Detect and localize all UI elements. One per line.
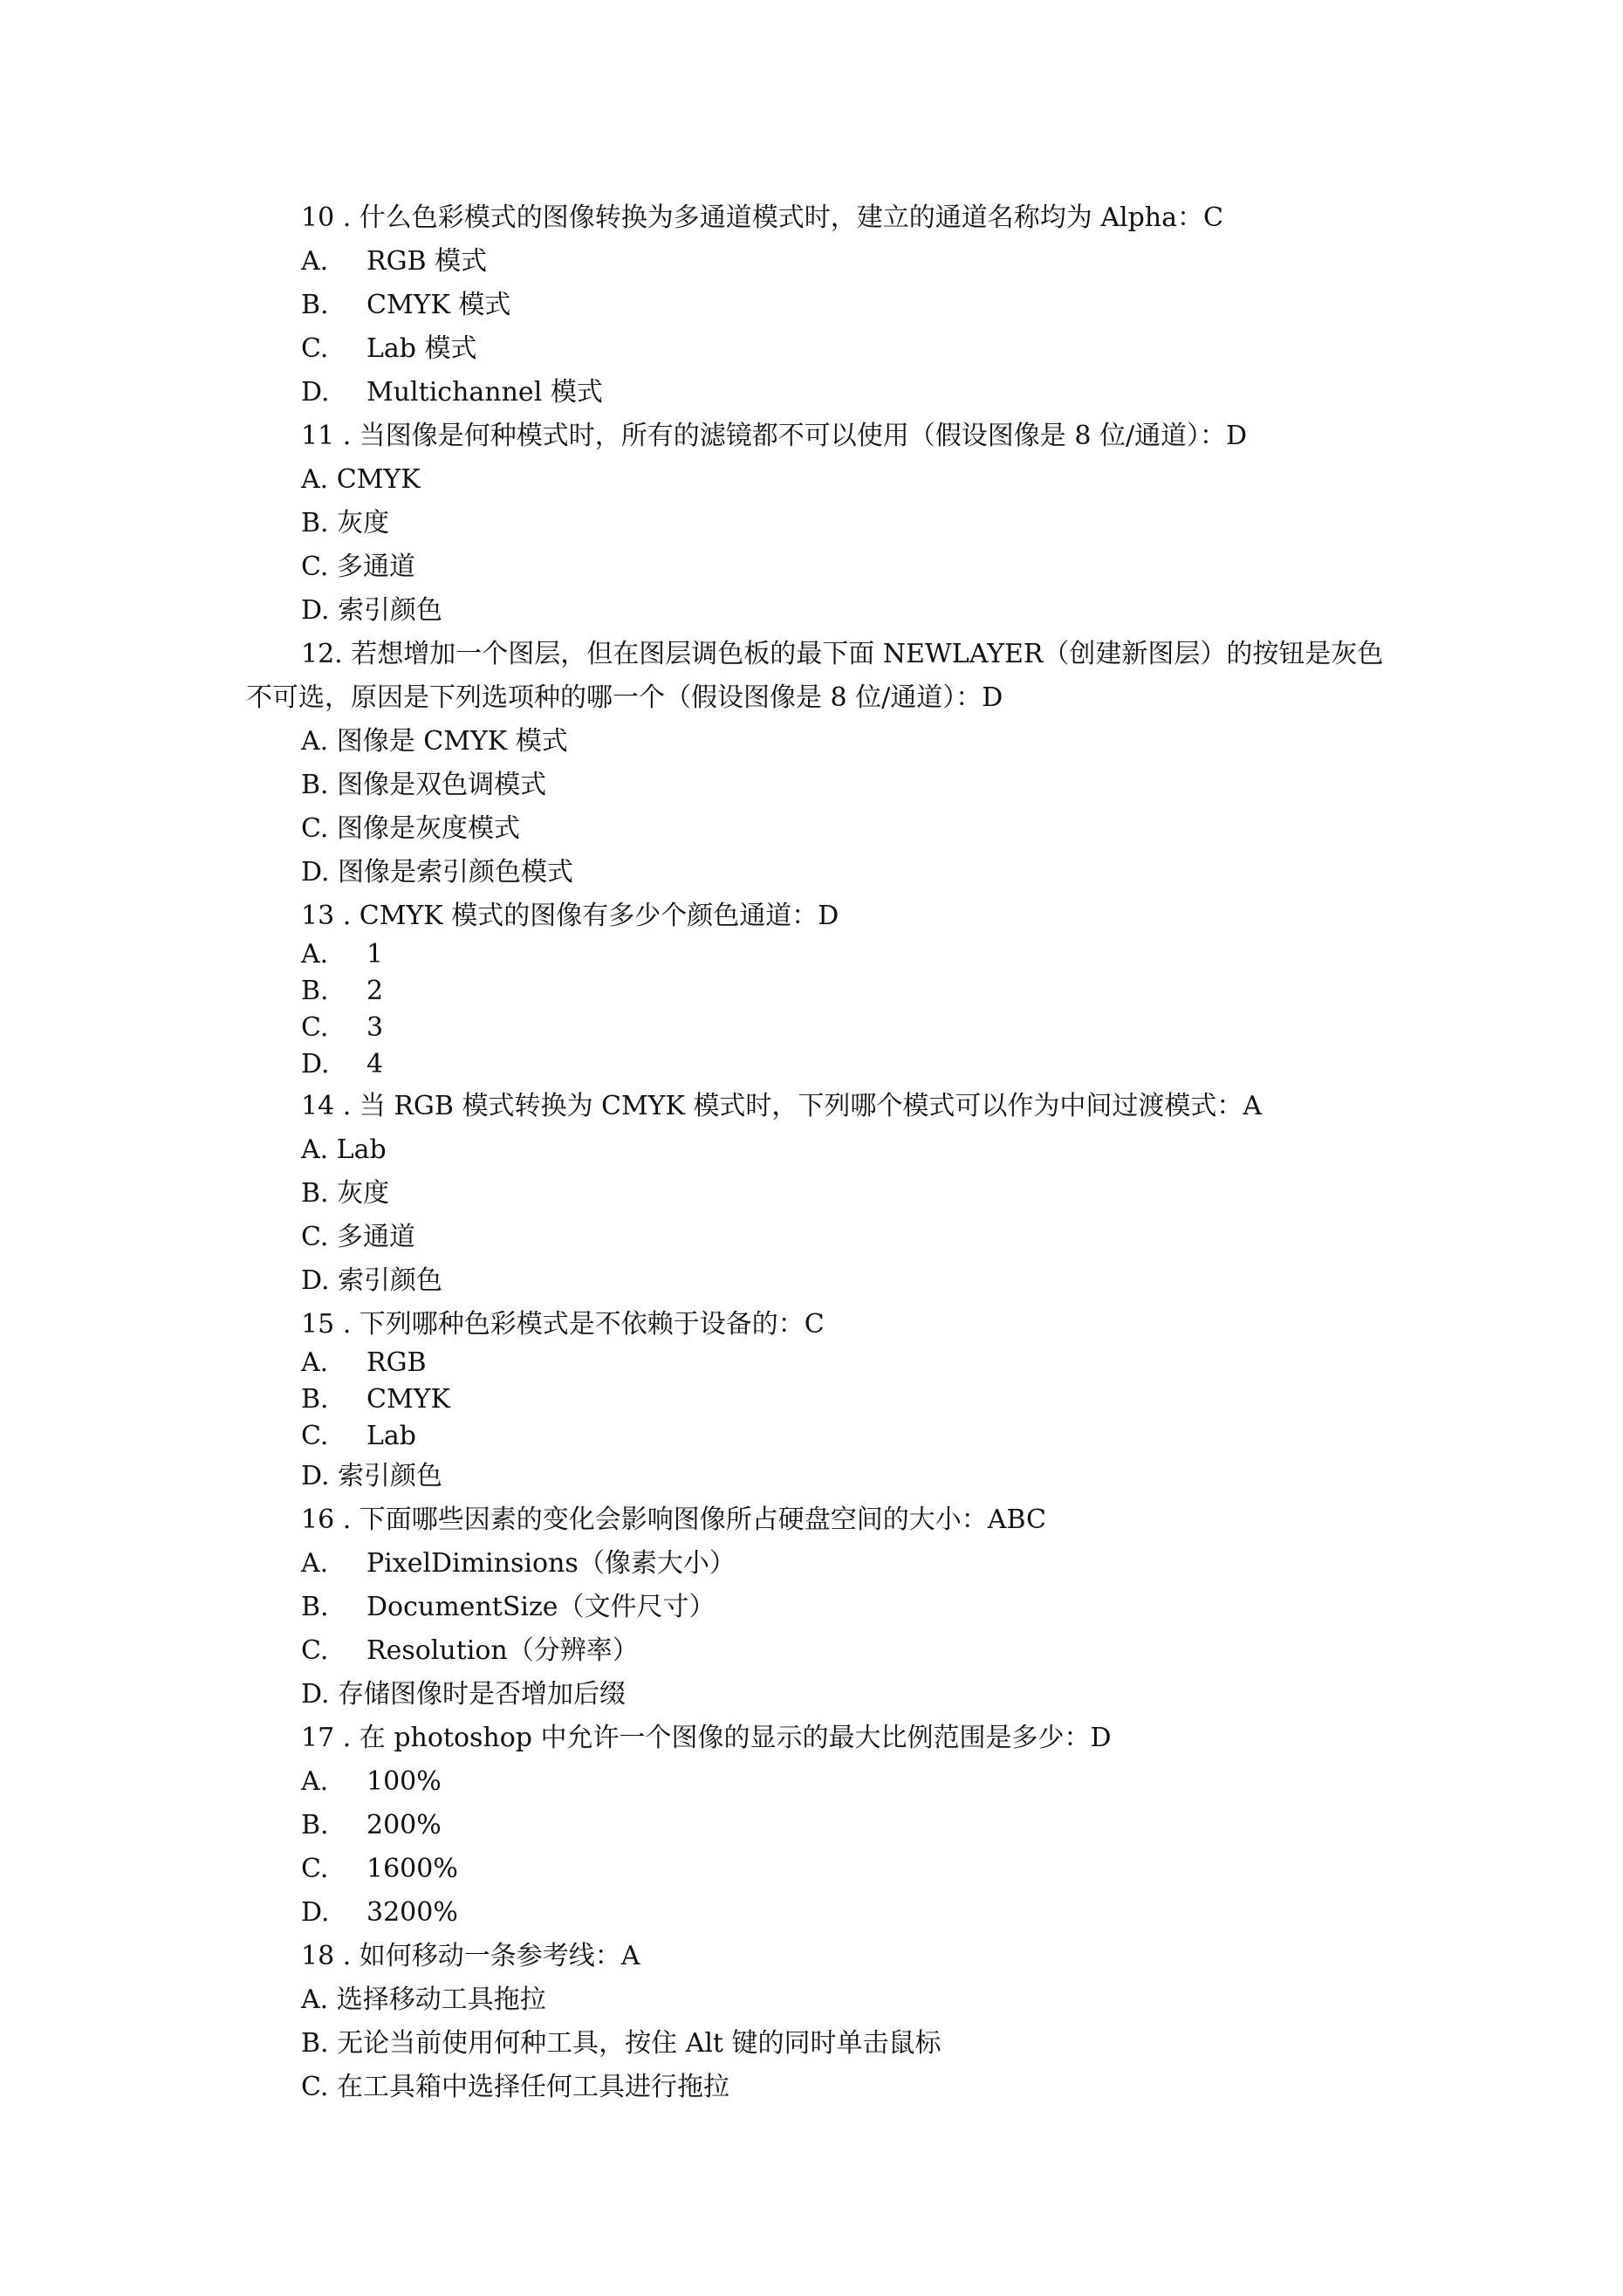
option-label: C. [301,1635,329,1666]
question-10: 10 . 什么色彩模式的图像转换为多通道模式时，建立的通道名称均为 Alpha：C [301,202,1223,233]
option-11-c: C. 多通道 [301,552,415,582]
option-text: 4 [366,1049,384,1079]
option-11-d: D. 索引颜色 [301,595,443,626]
option-15-b [301,1384,450,1415]
option-12-c: C. 图像是灰度模式 [301,813,520,844]
option-16-b [301,1592,716,1623]
option-13-a [301,939,383,970]
option-12-a: A. 图像是 CMYK 模式 [301,726,568,757]
option-17-a [301,1766,442,1798]
option-text: 3200% [366,1897,458,1928]
option-text: 200% [366,1810,442,1840]
option-17-b [301,1810,442,1841]
option-15-a [301,1347,427,1379]
option-13-c [301,1012,383,1044]
question-11: 11 . 当图像是何种模式时，所有的滤镜都不可以使用（假设图像是 8 位/通道）：D [301,421,1248,451]
option-label: D. [301,377,330,408]
option-text: 2 [366,976,384,1006]
option-label: A. [301,1766,329,1797]
option-label: A. [301,1347,329,1378]
question-15: 15 . 下列哪种色彩模式是不依赖于设备的：C [301,1309,825,1340]
option-text: 1 [366,939,384,970]
option-14-a: A. Lab [301,1134,387,1165]
option-text: 3 [366,1012,384,1043]
option-label: B. [301,290,329,320]
question-18: 18 . 如何移动一条参考线：A [301,1941,640,1971]
option-label: B. [301,1592,329,1622]
option-label: C. [301,333,329,364]
question-14: 14 . 当 RGB 模式转换为 CMYK 模式时，下列哪个模式可以作为中间过渡模式：A [301,1091,1263,1121]
option-14-b: B. 灰度 [301,1178,390,1209]
option-16-c [301,1635,639,1667]
option-11-b: B. 灰度 [301,508,390,538]
option-18-a: A. 选择移动工具拖拉 [301,1984,546,2015]
option-13-b [301,976,383,1007]
option-label: A. [301,939,329,970]
option-label: A. [301,1548,329,1579]
option-label: B. [301,1384,329,1415]
option-13-d [301,1049,383,1080]
option-11-a: A. CMYK [301,464,421,495]
option-text: Lab 模式 [366,333,477,364]
option-text: CMYK 模式 [366,290,511,320]
option-label: C. [301,1854,329,1884]
option-label: A. [301,246,329,277]
option-17-d [301,1897,458,1929]
option-text: DocumentSize（文件尺寸） [366,1592,716,1622]
option-text: Multichannel 模式 [366,377,603,408]
option-text: CMYK [366,1384,450,1415]
option-label: C. [301,1421,329,1451]
option-16-d: D. 存储图像时是否增加后缀 [301,1679,627,1710]
option-label: D. [301,1897,330,1928]
option-10-d [301,377,603,408]
option-text: 1600% [366,1854,458,1884]
option-text: Lab [366,1421,417,1451]
option-label: D. [301,1049,330,1079]
option-text: RGB [366,1347,427,1378]
option-text: 100% [366,1766,442,1797]
option-12-d: D. 图像是索引颜色模式 [301,857,574,888]
question-12: 12. 若想增加一个图层，但在图层调色板的最下面 NEWLAYER（创建新图层）的按钮是灰色 [301,639,1384,669]
option-text: PixelDiminsions（像素大小） [366,1548,736,1579]
option-12-b: B. 图像是双色调模式 [301,770,547,800]
option-14-c: C. 多通道 [301,1222,415,1252]
question-12-continued: 不可选，原因是下列选项种的哪一个（假设图像是 8 位/通道）：D [246,682,1003,713]
question-16: 16 . 下面哪些因素的变化会影响图像所占硬盘空间的大小：ABC [301,1504,1047,1535]
question-13: 13 . CMYK 模式的图像有多少个颜色通道：D [301,901,839,931]
question-17: 17 . 在 photoshop 中允许一个图像的显示的最大比例范围是多少：D [301,1723,1112,1753]
option-18-c: C. 在工具箱中选择任何工具进行拖拉 [301,2072,729,2102]
option-text: RGB 模式 [366,246,488,277]
option-text: Resolution（分辨率） [366,1635,639,1666]
option-15-c [301,1421,416,1452]
option-16-a [301,1548,736,1580]
option-label: C. [301,1012,329,1043]
option-10-a [301,246,487,278]
option-label: B. [301,976,329,1006]
option-18-b: B. 无论当前使用何种工具，按住 Alt 键的同时单击鼠标 [301,2028,942,2059]
option-10-c [301,333,477,365]
option-17-c [301,1854,458,1885]
option-label: B. [301,1810,329,1840]
option-15-d: D. 索引颜色 [301,1461,443,1491]
option-10-b [301,290,510,321]
option-14-d: D. 索引颜色 [301,1265,443,1296]
